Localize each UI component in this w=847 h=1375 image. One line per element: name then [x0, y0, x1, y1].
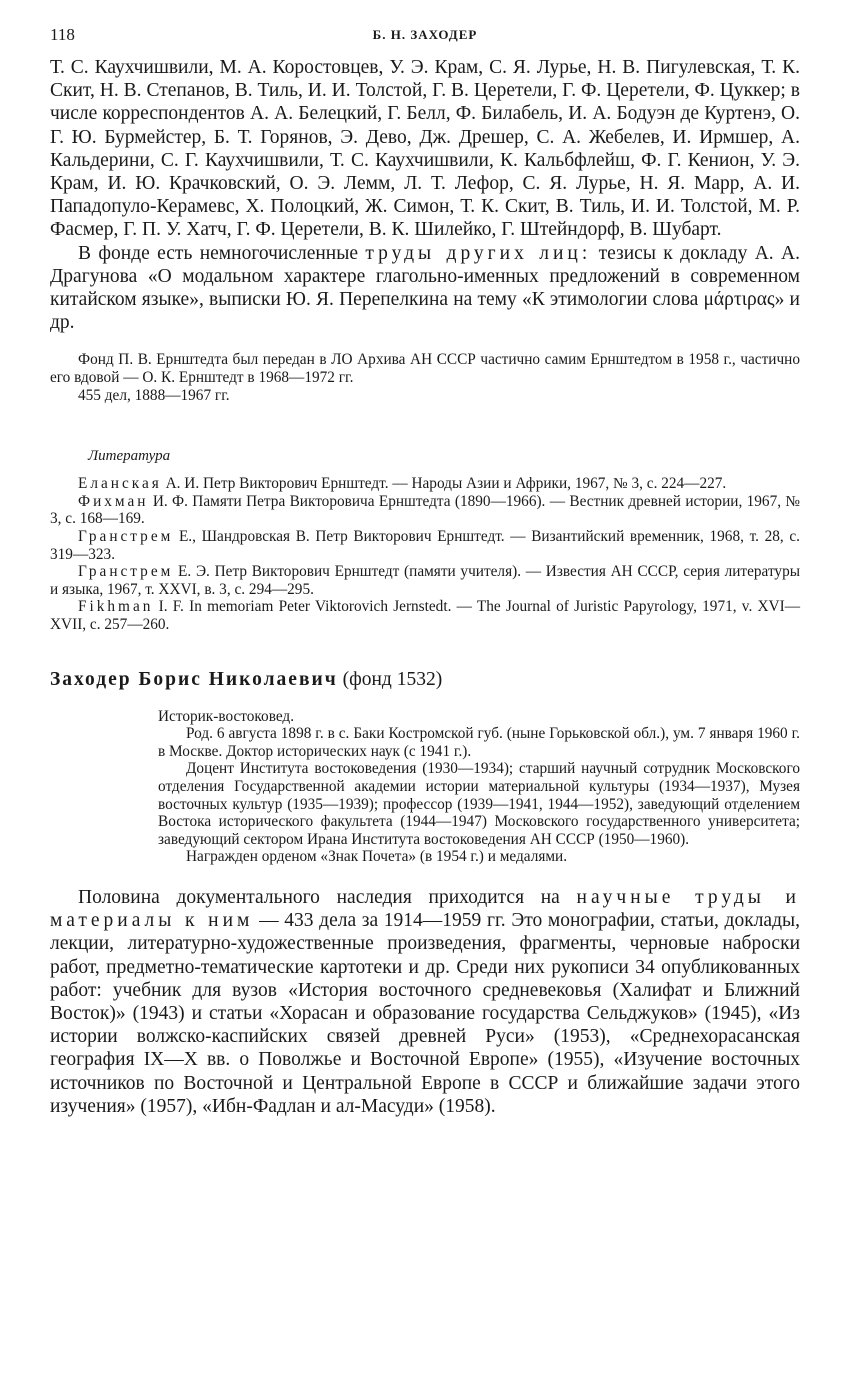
running-head	[50, 22, 800, 56]
literature-citation: Е., Шандровская В. Петр Викторович Ернштедт. — Византийский временник, 1968, т. 28, с. 319—323.	[50, 528, 800, 563]
bio-birth: Род. 6 августа 1898 г. в с. Баки Костромской губ. (ныне Горьковской обл.), ум. 7 января 1960 г. в Москве. Доктор исторических наук (с 1941 г.).	[158, 725, 800, 760]
literature-author: Гранстрем	[78, 563, 174, 581]
others-emphasis: труды других лиц:	[365, 242, 592, 264]
literature-entry	[50, 598, 800, 633]
bio-role: Историк-востоковед.	[158, 707, 295, 725]
biography-block	[158, 708, 800, 866]
closing-text-after: — 433 дела за 1914—1959 гг. Это монографии, статьи, доклады, лекции, литературно-художественные произведения, фрагменты, черновые наброски работ, предметно-тематические картотеки и др. Среди них рукописи 34 опубликованных работ: учебник для вузов «История восточного средневековья (Халифат и Ближний Восток)» (1943) и статьи «Хорасан и образование государства Сельджуков» (1945), «Из истории волжско-каспийских связей древней Руси» (1953), «Среднехорасанская география IX—X вв. о Поволжье и Восточной Европе» (1955), «Изучение восточных источников по Восточной и Центральной Европе в СССР и ближайшие задачи этого изучения» (1957), «Ибн-Фадлан и ал-Масуди» (1958).	[50, 910, 800, 1117]
literature-list	[50, 475, 800, 633]
archive-note	[50, 351, 800, 404]
closing-emphasis: научные труды и материалы к ним	[50, 886, 800, 932]
person-name: Заходер Борис Николаевич	[50, 668, 338, 690]
document-page	[50, 22, 800, 1118]
literature-author: Гранстрем	[78, 528, 174, 545]
literature-author: Фихман	[78, 492, 149, 510]
others-paragraph	[50, 242, 800, 335]
literature-author: Еланская	[78, 475, 162, 493]
archive-transfer-note: Фонд П. В. Ернштедта был передан в ЛО Архива АН СССР частично самим Ернштедтом в 1958 г., частично его вдовой — О. К. Ернштедт в 1968—1972 гг.	[50, 351, 800, 387]
literature-citation: Е. Э. Петр Викторович Ернштедт (памяти учителя). — Известия АН СССР, серия литературы и языка, 1967, т. XXVI, в. 3, с. 294—295.	[50, 563, 800, 598]
page-number: 118	[50, 25, 75, 44]
bio-awards: Награжден орденом «Знак Почета» (в 1954 г.) и медалями.	[186, 848, 568, 866]
literature-entry	[50, 475, 800, 493]
literature-citation: И. Ф. Памяти Петра Викторовича Ернштедта (1890—1966). — Вестник древней истории, 1967, № 3, с. 168—169.	[50, 492, 800, 528]
others-text-before: В фонде есть немногочисленные	[78, 242, 366, 264]
literature-heading: Литература	[88, 448, 171, 465]
literature-entry	[50, 563, 800, 598]
literature-citation: I. F. In memoriam Peter Viktorovich Jernstedt. — The Journal of Juristic Papyrology, 1971, v. XVI—XVII, с. 257—260.	[50, 598, 800, 633]
literature-citation: А. И. Петр Викторович Ернштедт. — Народы Азии и Африки, 1967, № 3, с. 224—227.	[161, 475, 727, 493]
bio-career: Доцент Института востоковедения (1930—1934); старший научный сотрудник Московского отделения Государственной академии истории материальной культуры (1934—1937), Музея восточных культур (1935—1939); профессор (1939—1941, 1944—1952), заведующий отделением Востока исторического факультета (1944—1947) Московского государственного университета; заведующий сектором Ирана Института востоковедения АН СССР (1950—1960).	[158, 760, 800, 848]
literature-author: Fikhman	[78, 598, 154, 616]
literature-entry	[50, 528, 800, 563]
archive-extent: 455 дел, 1888—1967 гг.	[78, 386, 230, 404]
literature-entry	[50, 493, 800, 528]
closing-text-before: Половина документального наследия приходится на	[78, 886, 577, 908]
closing-paragraph	[50, 886, 800, 1118]
running-title: Б. Н. ЗАХОДЕР	[372, 27, 478, 42]
intro-paragraph: Т. С. Каухчишвили, М. А. Коростовцев, У. Э. Крам, С. Я. Лурье, Н. В. Пигулевская, Т. К. Скит, Н. В. Степанов, В. Тиль, И. И. Толстой, Г. В. Церетели, Г. Ф. Церетели, Ф. Цуккер; в числе корреспондентов А. А. Белецкий, Г. Белл, Ф. Билабель, И. А. Бодуэн де Куртенэ, О. Г. Ю. Бурмейстер, Б. Т. Горянов, Э. Дево, Дж. Дрешер, С. А. Жебелев, И. Ирмшер, А. Кальдерини, С. Г. Каухчишвили, Т. С. Каухчишвили, К. Кальбфлейш, Ф. Г. Кенион, У. Э. Крам, И. Ю. Крачковский, О. Э. Лемм, Л. Т. Лефор, С. Я. Лурье, Н. Я. Марр, А. И. Пападопуло-Керамевс, Х. Полоцкий, Ж. Симон, Т. К. Скит, В. Тиль, И. И. Толстой, М. Р. Фасмер, Г. П. У. Хатч, Г. Ф. Церетели, В. К. Шилейко, Г. Штейндорф, В. Шубарт.	[50, 57, 800, 241]
fond-number: (фонд 1532)	[342, 668, 443, 690]
others-text-after: тезисы к докладу А. А. Драгунова «О модальном характере глагольно-именных предложений в современном китайском языке», выписки Ю. Я. Перепелкина на тему «К этимологии слова μάρτιρας» и др.	[50, 242, 800, 334]
section-heading	[50, 668, 800, 692]
